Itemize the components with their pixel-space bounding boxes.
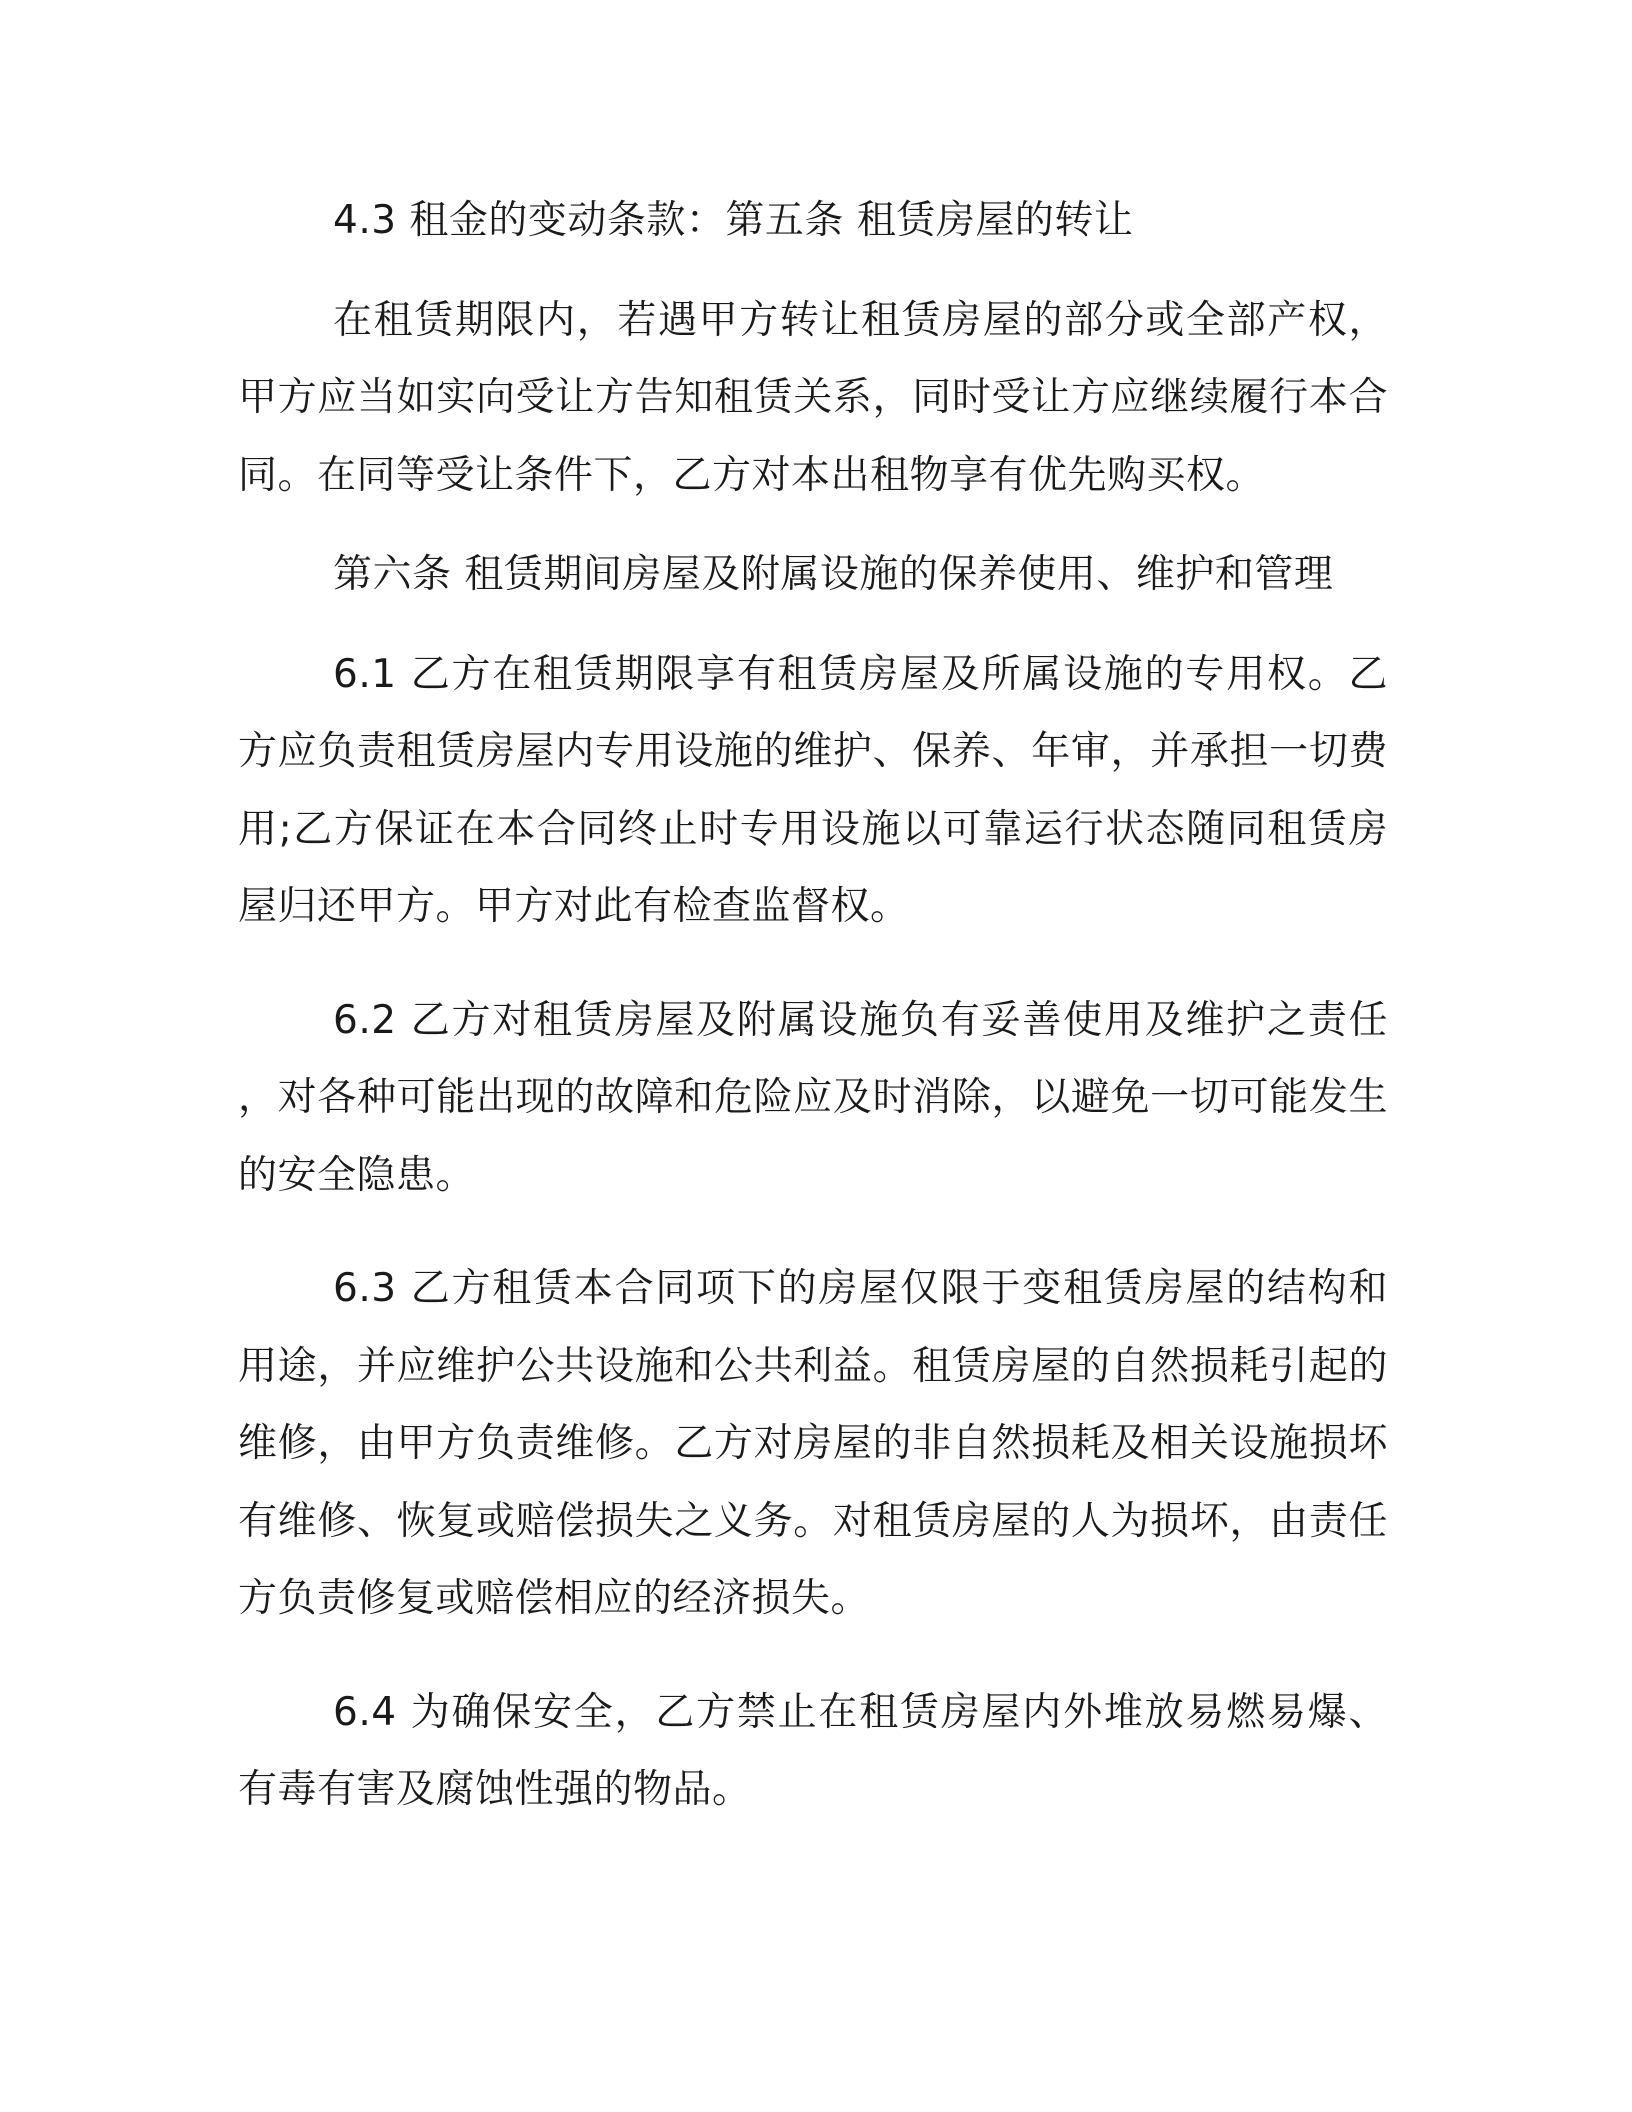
document-page (238, 182, 1388, 1829)
clause-6-3-paragraph: 6.3 乙方租赁本合同项下的房屋仅限于变租赁房屋的结构和用途，并应维护公共设施和公共利益。租赁房屋的自然损耗引起的维修，由甲方负责维修。乙方对房屋的非自然损耗及相关设施损坏有维修、恢复或赔偿损失之义务。对租赁房屋的人为损坏，由责任方负责修复或赔偿相应的经济损失。 (238, 1266, 1388, 1621)
clause-5-transfer-paragraph: 在租赁期限内，若遇甲方转让租赁房屋的部分或全部产权，甲方应当如实向受让方告知租赁关系，同时受让方应继续履行本合同。在同等受让条件下，乙方对本出租物享有优先购买权。 (238, 297, 1388, 498)
clause-6-1-paragraph: 6.1 乙方在租赁期限享有租赁房屋及所属设施的专用权。乙方应负责租赁房屋内专用设施的维护、保养、年审，并承担一切费用;乙方保证在本合同终止时专用设施以可靠运行状态随同租赁房屋归还甲方。甲方对此有检查监督权。 (238, 651, 1388, 929)
clause-4-3-heading: 4.3 租金的变动条款：第五条 租赁房屋的转让 (333, 198, 1134, 243)
clause-6-2-paragraph: 6.2 乙方对租赁房屋及附属设施负有妥善使用及维护之责任，对各种可能出现的故障和危险应及时消除，以避免一切可能发生的安全隐患。 (238, 997, 1388, 1198)
article-6-heading: 第六条 租赁期间房屋及附属设施的保养使用、维护和管理 (333, 552, 1334, 597)
clause-6-4-paragraph: 6.4 为确保安全，乙方禁止在租赁房屋内外堆放易燃易爆、有毒有害及腐蚀性强的物品。 (238, 1689, 1388, 1812)
